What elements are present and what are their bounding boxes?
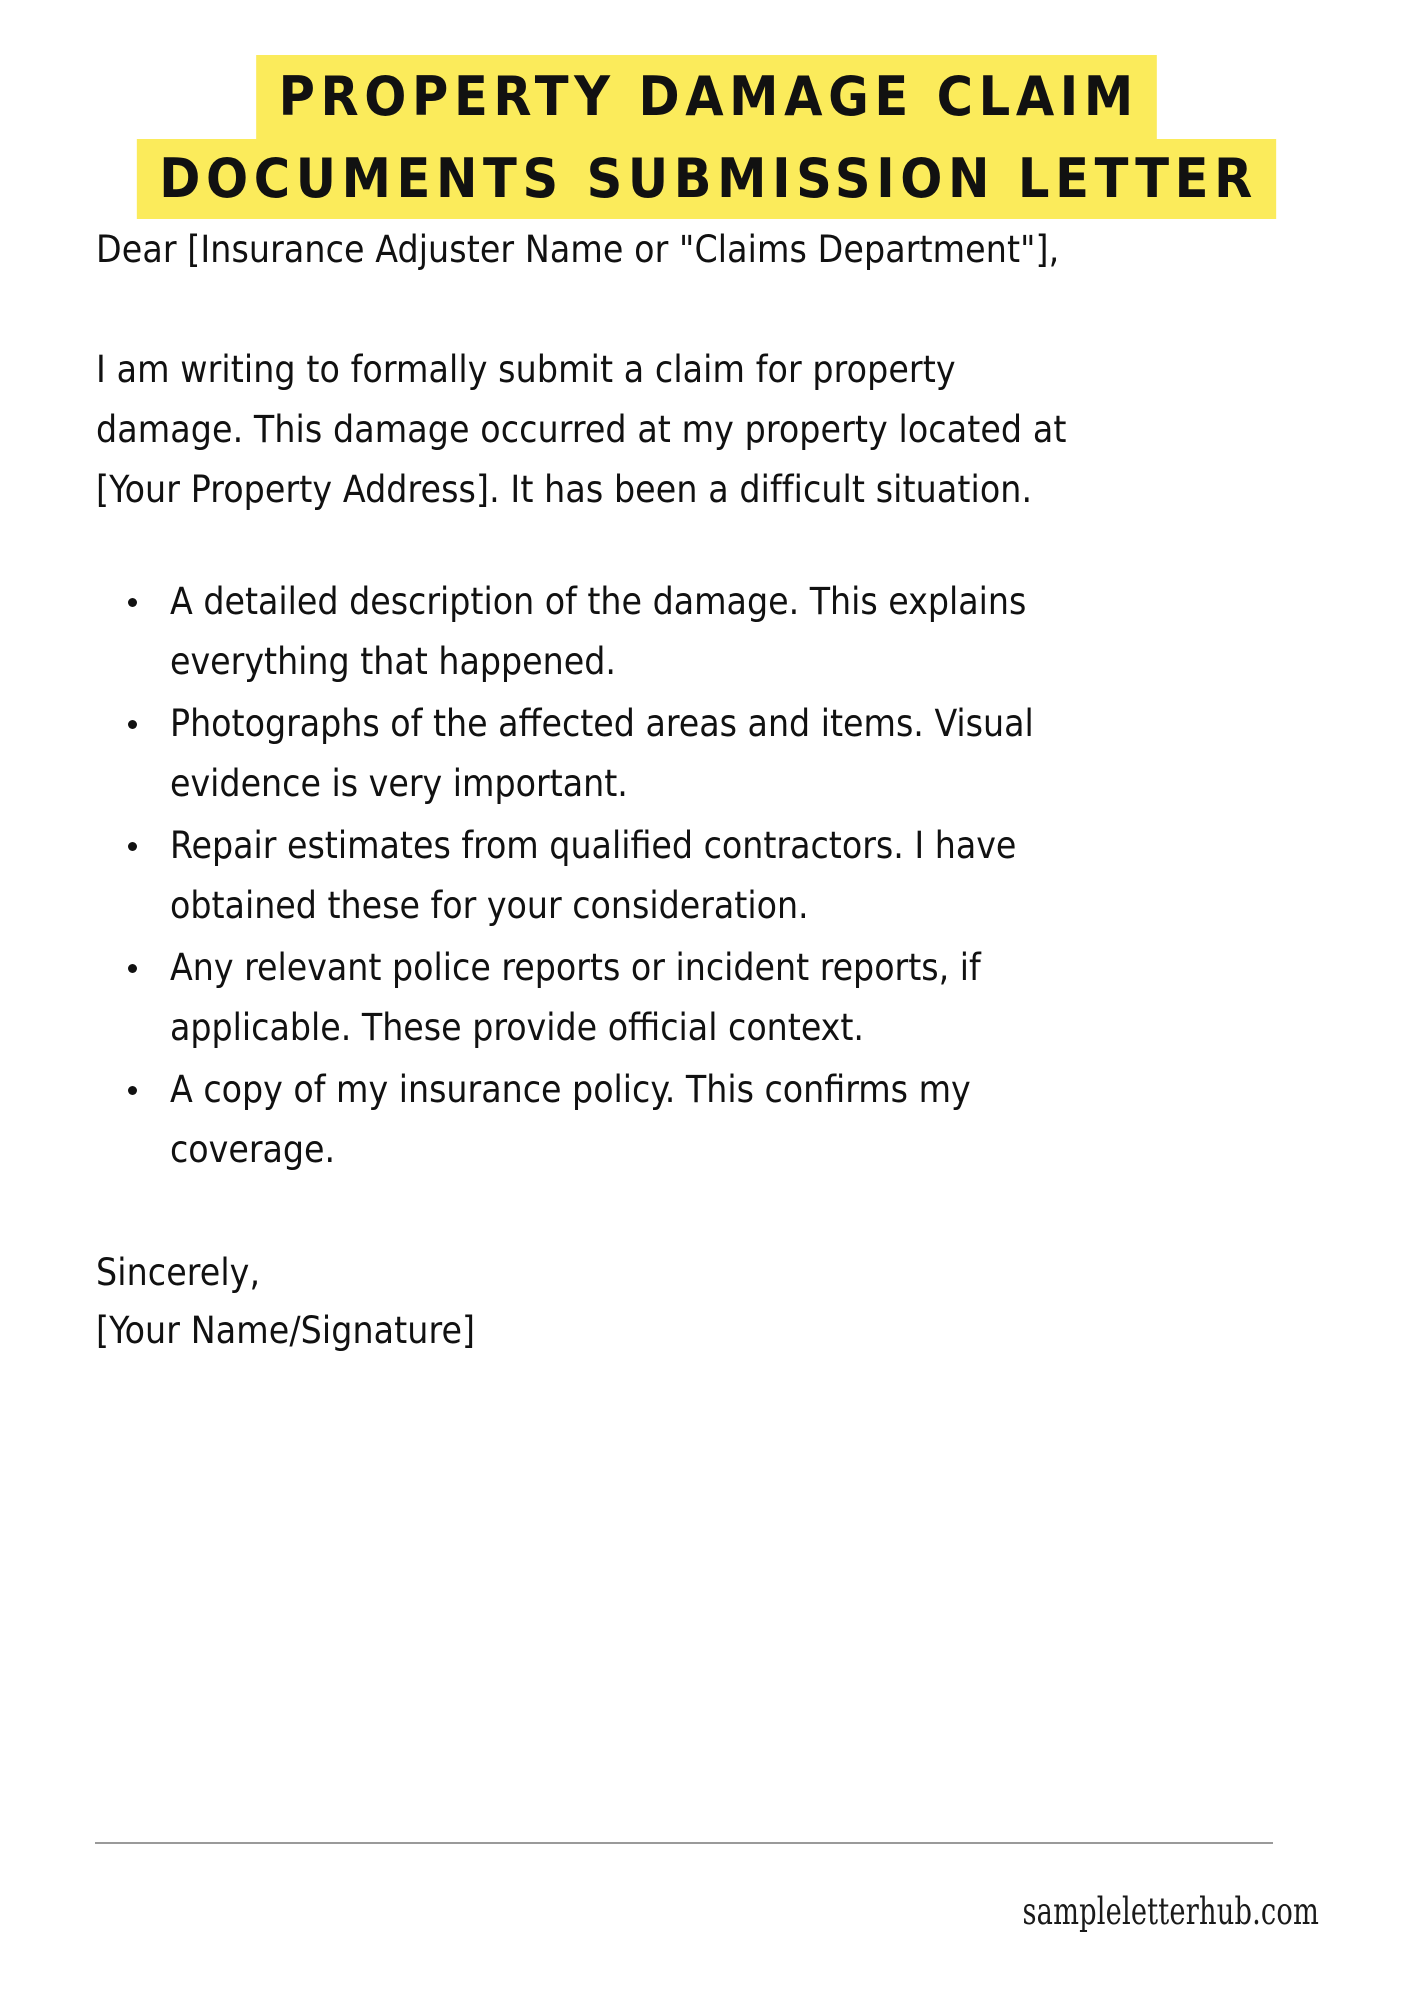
list-item bbox=[118, 1060, 1070, 1180]
letter-body bbox=[0, 196, 1414, 1360]
title-line-1-text: PROPERTY DAMAGE CLAIM bbox=[257, 55, 1158, 139]
signature-line: [Your Name/Signature] bbox=[96, 1309, 476, 1352]
bullet-icon bbox=[128, 598, 137, 607]
bullet-icon bbox=[128, 1086, 137, 1095]
footer-divider bbox=[95, 1842, 1273, 1844]
salutation-line: Dear [Insurance Adjuster Name or "Claims Department"], bbox=[96, 228, 1060, 271]
bullet-icon bbox=[128, 720, 137, 729]
list-item-text: Repair estimates from qualified contractors. I have obtained these for your consideration. bbox=[170, 824, 1017, 927]
closing-line: Sincerely, bbox=[96, 1251, 261, 1294]
intro-paragraph: I am writing to formally submit a claim for property damage. This damage occurred at my property located at [Your Property Address]. It has been a difficult situation. bbox=[96, 348, 1067, 511]
title-line-1 bbox=[0, 55, 1414, 139]
list-item-text: Any relevant police reports or incident reports, if applicable. These provide official context. bbox=[170, 946, 981, 1049]
documents-list bbox=[118, 572, 1319, 1180]
footer-website-url: sampleletterhub.com bbox=[1022, 1890, 1319, 1933]
list-item-text: A detailed description of the damage. This explains everything that happened. bbox=[170, 580, 1027, 683]
list-item bbox=[118, 938, 1070, 1058]
list-item bbox=[118, 694, 1070, 814]
bullet-icon bbox=[128, 964, 137, 973]
page-title bbox=[0, 0, 1414, 219]
page-footer bbox=[118, 1842, 1319, 1933]
list-item-text: Photographs of the affected areas and items. Visual evidence is very important. bbox=[170, 702, 1034, 805]
list-item bbox=[118, 816, 1070, 936]
bullet-icon bbox=[128, 842, 137, 851]
closing-block bbox=[96, 1244, 1319, 1360]
title-line-2-text: DOCUMENTS SUBMISSION LETTER bbox=[137, 139, 1276, 219]
list-item-text: A copy of my insurance policy. This confirms my coverage. bbox=[170, 1068, 971, 1171]
list-item bbox=[118, 572, 1070, 692]
